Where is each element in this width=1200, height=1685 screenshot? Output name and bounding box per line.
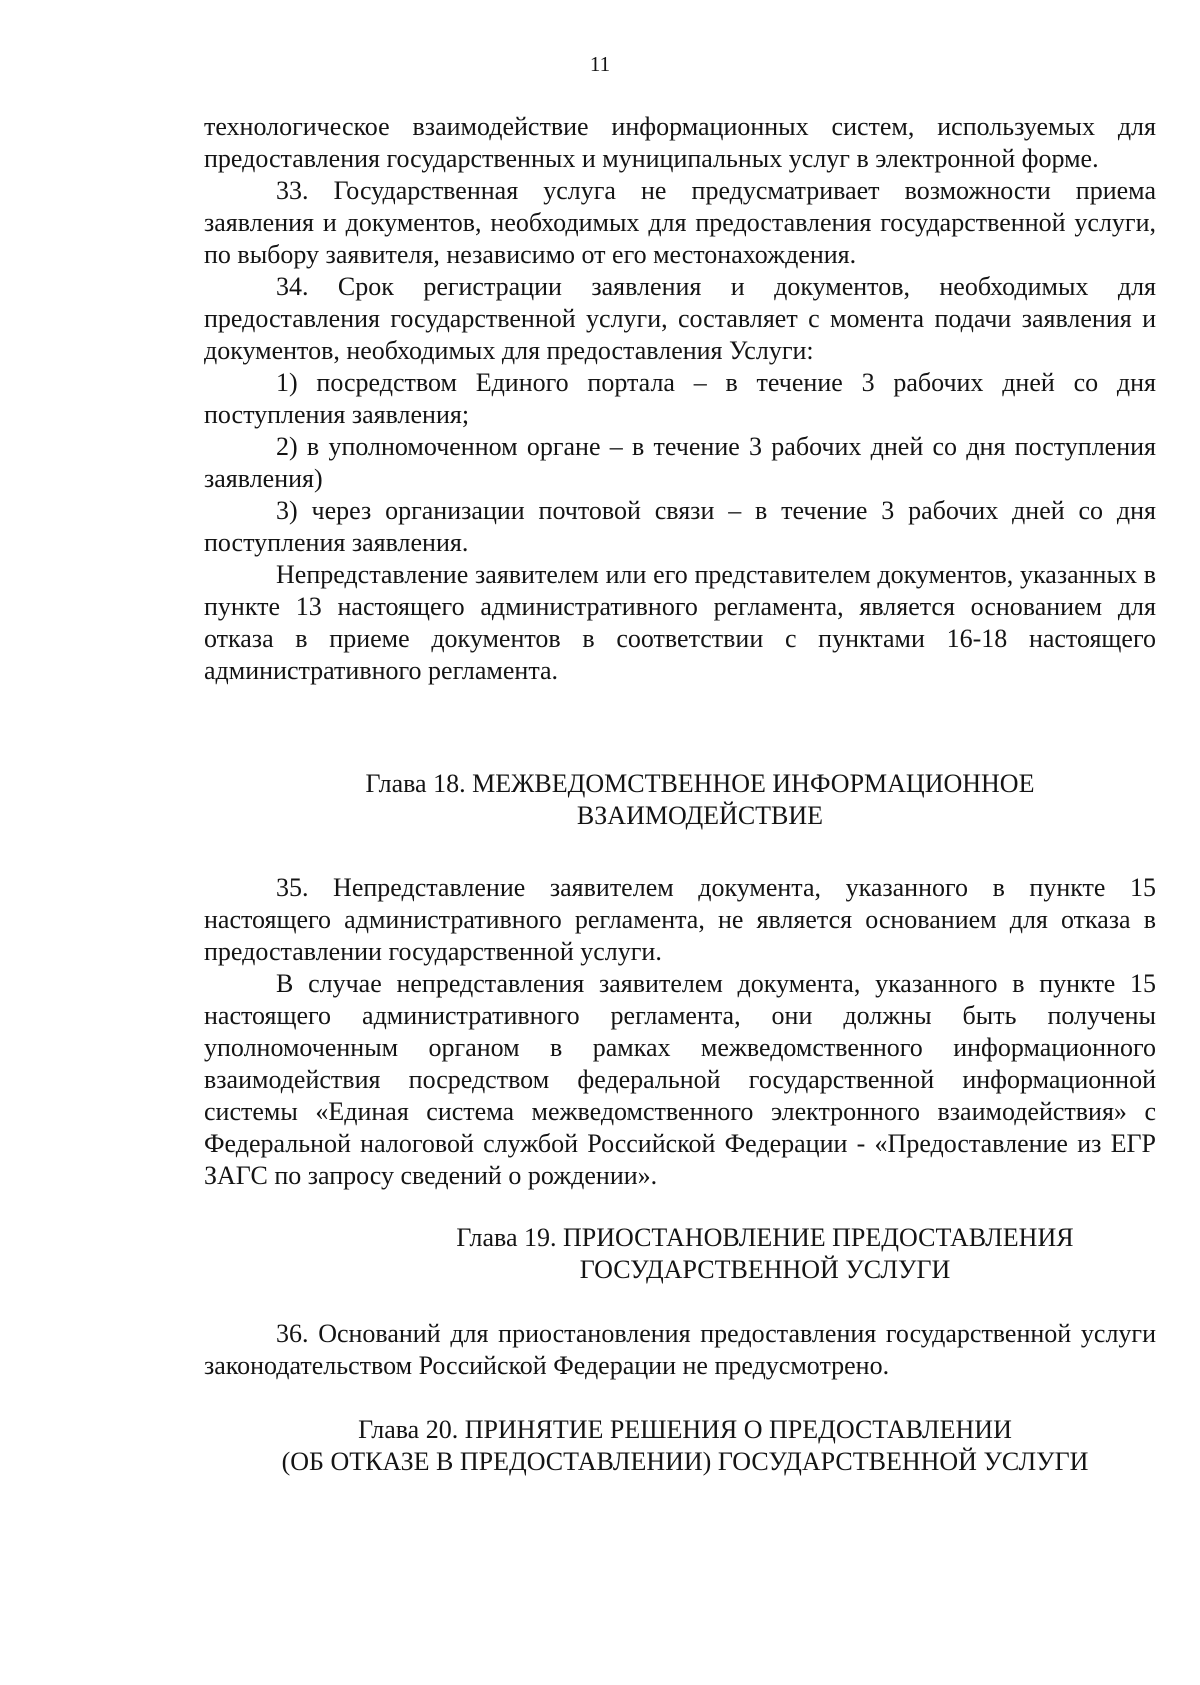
list-item-1: 1) посредством Единого портала – в течение 3 рабочих дней со дня поступления заявления; [204,368,1156,429]
list-item-3: 3) через организации почтовой связи – в течение 3 рабочих дней со дня поступления заявления. [204,496,1156,557]
section-b [204,872,1156,1192]
chapter-19-heading [330,1222,1200,1286]
paragraph-35-case: В случае непредставления заявителем документа, указанного в пункте 15 настоящего административного регламента, они должны быть получены уполномоченным органом в рамках межведомственного информационного взаимодействия посредством федеральной государственной информационной системы «Единая система межведомственного электронного взаимодействия» с Федеральной налоговой службой Российской Федерации - «Предоставление из ЕГР ЗАГС по запросу сведений о рождении». [204,969,1156,1190]
chapter-20-heading-line-1: Глава 20. ПРИНЯТИЕ РЕШЕНИЯ О ПРЕДОСТАВЛЕНИИ [358,1415,1012,1444]
chapter-20-heading [215,1414,1155,1478]
chapter-18-heading [260,768,1140,832]
chapter-19-heading-line-1: Глава 19. ПРИОСТАНОВЛЕНИЕ ПРЕДОСТАВЛЕНИЯ [456,1223,1074,1252]
section-c [204,1318,1156,1382]
paragraph-continuation: технологическое взаимодействие информационных систем, используемых для предоставления государственных и муниципальных услуг в электронной форме. [204,112,1156,173]
chapter-18-heading-line-2: ВЗАИМОДЕЙСТВИЕ [576,801,824,830]
chapter-18-heading-line-1: Глава 18. МЕЖВЕДОМСТВЕННОЕ ИНФОРМАЦИОННОЕ [365,769,1035,798]
paragraph-non-submission: Непредставление заявителем или его представителем документов, указанных в пункте 13 настоящего административного регламента, является основанием для отказа в приеме документов в соответствии с пунктами 16-18 настоящего административного регламента. [204,560,1156,685]
paragraph-35: 35. Непредставление заявителем документа, указанного в пункте 15 настоящего административного регламента, не является основанием для отказа в предоставлении государственной услуги. [204,873,1156,966]
chapter-20-heading-line-2: (ОБ ОТКАЗЕ В ПРЕДОСТАВЛЕНИИ) ГОСУДАРСТВЕННОЙ УСЛУГИ [281,1447,1089,1476]
paragraph-34: 34. Срок регистрации заявления и документов, необходимых для предоставления государственной услуги, составляет с момента подачи заявления и документов, необходимых для предоставления Услуги: [204,272,1156,365]
section-a [204,111,1156,687]
paragraph-36: 36. Оснований для приостановления предоставления государственной услуги законодательством Российской Федерации не предусмотрено. [204,1319,1156,1380]
list-item-2: 2) в уполномоченном органе – в течение 3 рабочих дней со дня поступления заявления) [204,432,1156,493]
chapter-19-heading-line-2: ГОСУДАРСТВЕННОЙ УСЛУГИ [579,1255,951,1284]
paragraph-33: 33. Государственная услуга не предусматривает возможности приема заявления и документов, необходимых для предоставления государственной услуги, по выбору заявителя, независимо от его местонахождения. [204,176,1156,269]
page-number: 11 [589,52,611,76]
